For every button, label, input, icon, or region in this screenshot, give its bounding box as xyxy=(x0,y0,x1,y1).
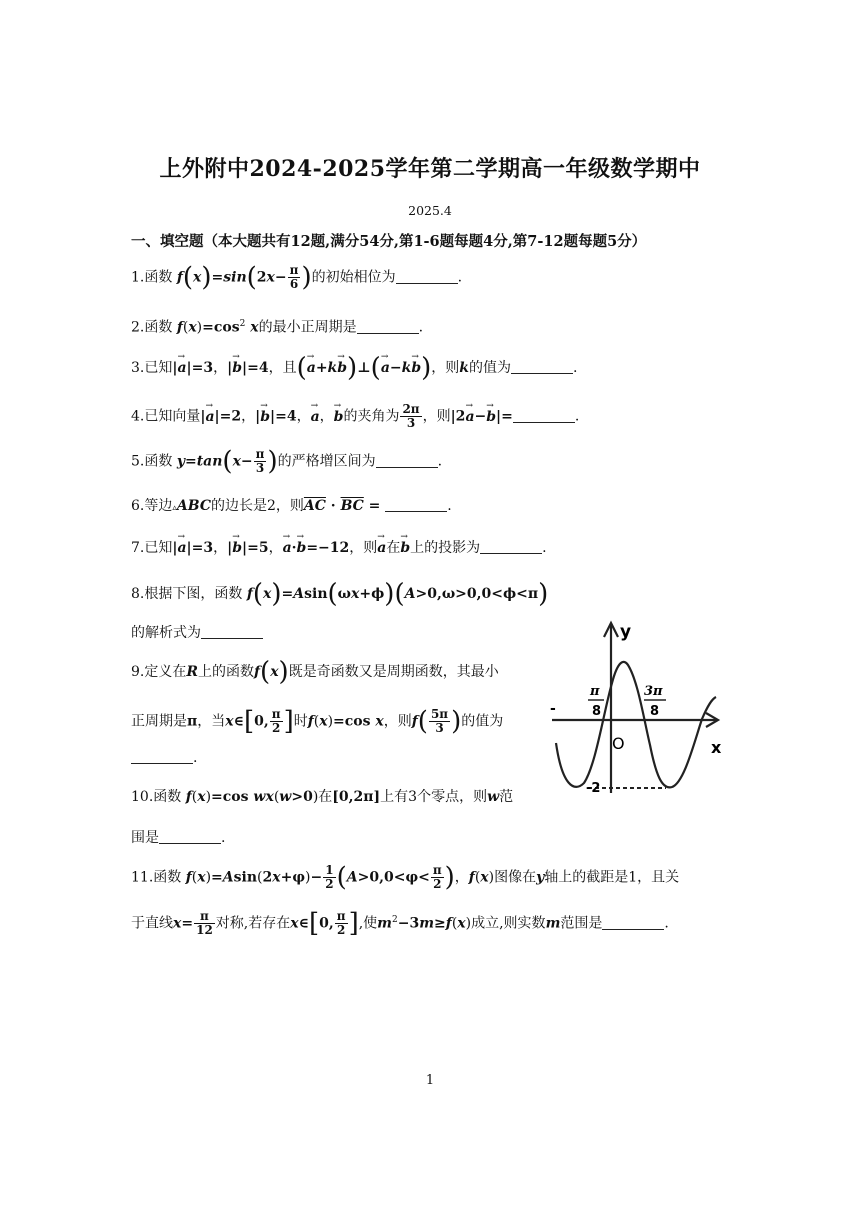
answer-blank[interactable] xyxy=(396,269,458,284)
question-9-line2: 正周期是π，当x∈[0, $\frac{\pi}{2}$ ]时f(x)=cos x，则f( $\frac{5\pi}{3}$ )的值为 xyxy=(131,706,504,737)
question-3: 3.已知|→ a|=3，|→ b|=4，且(→ a+k→ b)⊥(→ a−k→ b)，则k的值为 . xyxy=(131,358,577,378)
question-2: 2.函数 $f(x)=\cos^2$ x的最小正周期是 . xyxy=(131,319,424,336)
question-10: 10.函数 f(x)=cos wx(w>0)在[0,2π]上有3个零点，则w范 xyxy=(131,789,514,805)
sine-curve xyxy=(556,662,716,787)
answer-blank[interactable] xyxy=(376,453,438,468)
question-8: 8.根据下图，函数 f(x)=Asin(ωx+ϕ)(A>0,ω>0,0<ϕ<π) xyxy=(131,579,549,609)
question-11-line2: 于直线x= $\frac{\pi}{12}$ 对称,若存在x∈[0, $\frac{\pi}{2}$ ],使$m^2-3m\ge f(x)$成立,则实数m范围是 . xyxy=(131,908,669,939)
answer-blank[interactable] xyxy=(602,915,664,930)
right-tick-numerator: 3π xyxy=(644,684,663,699)
question-8-line2: 的解析式为 xyxy=(131,623,263,643)
exam-title: 上外附中2024-2025学年第二学期高一年级数学期中 xyxy=(159,156,701,182)
question-5: 5.函数 y=tan(x− $\frac{\pi}{3}$ )的严格增区间为 . xyxy=(131,446,443,477)
question-6: 6.等边▵ABC的边长是2，则$\overline{AC} \cdot \overline{BC}$ = . xyxy=(131,498,452,514)
origin-label: O xyxy=(612,734,625,753)
answer-blank[interactable] xyxy=(131,749,193,764)
left-tick-denominator: 8 xyxy=(592,704,602,719)
section-heading: 一、填空题（本大题共有12题,满分54分,第1-6题每题4分,第7-12题每题5分） xyxy=(131,233,647,250)
minus-sign: - xyxy=(550,701,556,717)
question-9-line3: . xyxy=(131,748,197,768)
left-tick-numerator: π xyxy=(590,684,600,699)
answer-blank[interactable] xyxy=(385,497,447,512)
answer-blank[interactable] xyxy=(513,408,575,423)
sine-graph xyxy=(548,615,730,797)
question-11: 11.函数 f(x)=Asin(2x+φ)− $\frac{1}{2}$ (A>0,0<φ< $\frac{\pi}{2}$ )，f(x)图像在y轴上的截距是1，且关 xyxy=(131,862,680,893)
right-tick-denominator: 8 xyxy=(650,704,660,719)
exam-date: 2025.4 xyxy=(408,203,452,218)
answer-blank[interactable] xyxy=(201,624,263,639)
answer-blank[interactable] xyxy=(357,319,419,334)
answer-blank[interactable] xyxy=(159,829,221,844)
x-label: x xyxy=(711,738,722,757)
question-10-line2: 围是 . xyxy=(131,830,226,846)
y-label: y xyxy=(620,622,632,642)
answer-blank[interactable] xyxy=(511,359,573,374)
min-label: -2 xyxy=(586,781,601,796)
page-number: 1 xyxy=(425,1073,435,1088)
question-4: 4.已知向量|→ a|=2，|→ b|=4，→ a，→ b的夹角为 $\frac{2\pi}{3}$ ，则|2→ a−→ b|= . xyxy=(131,403,579,430)
answer-blank[interactable] xyxy=(480,539,542,554)
question-1: 1.函数 f(x)=sin(2x− $\frac{\pi}{6}$ )的初始相位为 . xyxy=(131,262,463,293)
question-7: 7.已知|→ a|=3，|→ b|=5，→ a·→ b=−12，则→ a在→ b上的投影为 . xyxy=(131,538,547,558)
question-9: 9.定义在R上的函数f(x)既是奇函数又是周期函数，其最小 xyxy=(131,657,499,687)
